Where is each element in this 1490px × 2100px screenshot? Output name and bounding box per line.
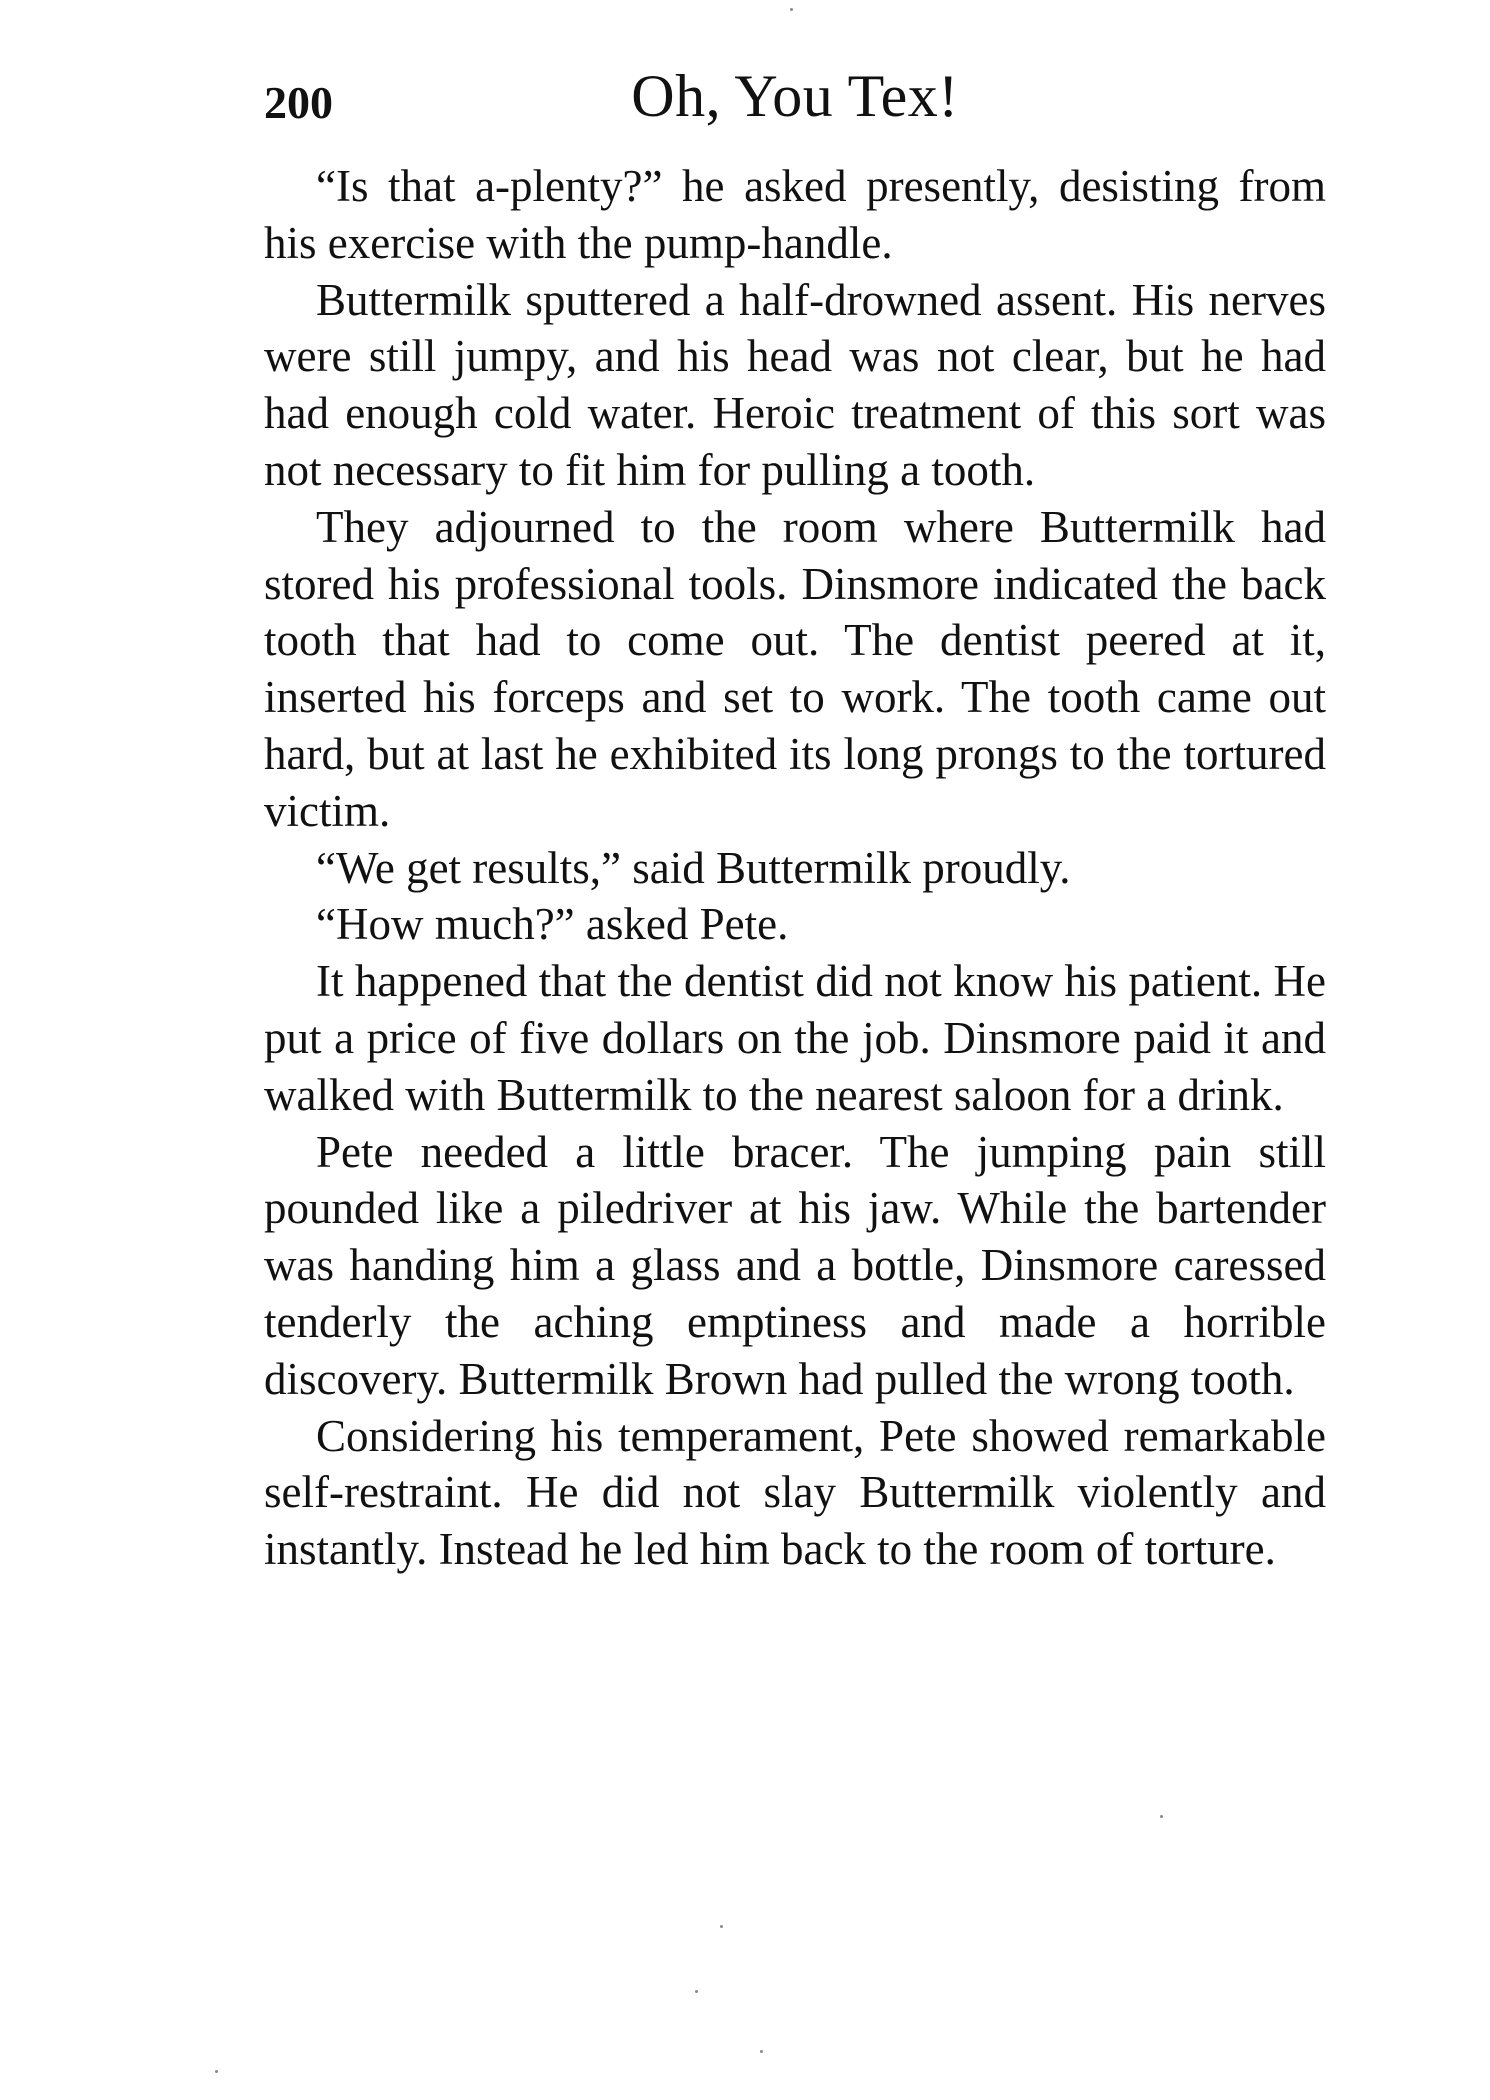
scan-speck (760, 2050, 763, 2053)
paragraph-2: Buttermilk sputtered a half-drowned assent. His nerves were still jumpy, and his head was not clear, but he had had enough cold water. Heroic treatment of this sort was not necessary to fit him for pulling a tooth. (264, 274, 1326, 495)
book-title: Oh, You Tex! (631, 63, 959, 129)
paragraph-6: It happened that the dentist did not know his patient. He put a price of five dollars on the job. Dinsmore paid it and walked with Buttermilk to the nearest saloon for a drink. (264, 956, 1326, 1120)
page-number: 200 (264, 77, 333, 128)
body-text (264, 158, 1326, 1578)
paragraph-3: They adjourned to the room where Buttermilk had stored his professional tools. Dinsmore indicated the back tooth that had to come out. The dentist peered at it, inserted his forceps and set to work. The tooth came out hard, but at last he exhibited its long prongs to the tortured victim. (264, 501, 1326, 836)
paragraph-4: “We get results,” said Buttermilk proudly. (316, 842, 1071, 893)
paragraph-1: “Is that a-plenty?” he asked presently, desisting from his exercise with the pump-handle. (264, 161, 1326, 268)
scan-speck (1160, 1815, 1163, 1818)
scan-speck (695, 1990, 698, 1993)
paragraph-5: “How much?” asked Pete. (316, 899, 789, 950)
paragraph-7: Pete needed a little bracer. The jumping pain still pounded like a piledriver at his jaw. While the bartender was handing him a glass and a bottle, Dinsmore caressed tenderly the aching emptiness and made a horrible discovery. Buttermilk Brown had pulled the wrong tooth. (264, 1126, 1326, 1404)
scan-speck (720, 1925, 723, 1928)
running-head (264, 62, 1326, 142)
scan-speck (790, 8, 793, 11)
paragraph-8: Considering his temperament, Pete showed remarkable self-restraint. He did not slay Buttermilk violently and instantly. Instead he led him back to the room of torture. (264, 1410, 1326, 1575)
scan-speck (215, 2070, 218, 2073)
